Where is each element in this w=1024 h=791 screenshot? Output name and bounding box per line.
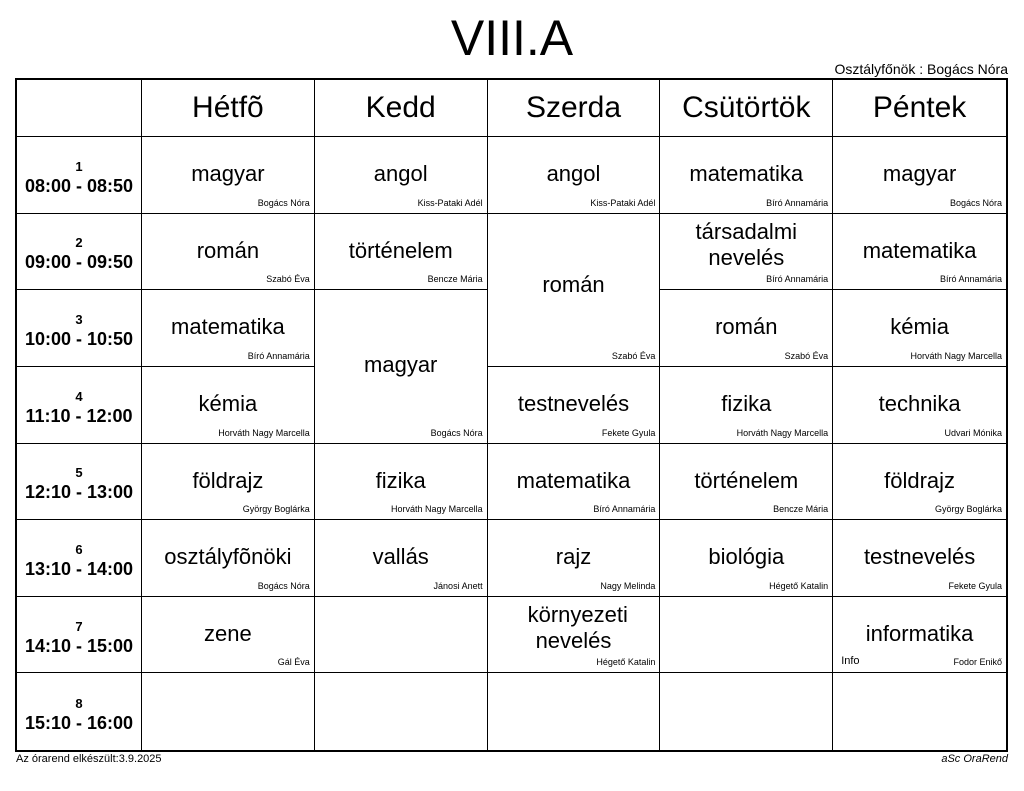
- lesson-teacher: Horváth Nagy Marcella: [736, 427, 829, 438]
- lesson-teacher: Bíró Annamária: [593, 504, 656, 515]
- lesson-subject: informatika: [865, 620, 974, 646]
- lesson-cell[interactable]: [488, 520, 661, 597]
- software-credit: aSc OraRend: [941, 753, 1008, 765]
- lesson-cell[interactable]: [488, 214, 661, 367]
- day-header-monday: Hétfõ: [142, 80, 315, 137]
- lesson-cell[interactable]: [660, 290, 833, 367]
- lesson-cell[interactable]: [660, 367, 833, 444]
- lesson-teacher: Fodor Enikő: [953, 657, 1002, 668]
- lesson-subject: magyar: [364, 352, 438, 378]
- lesson-teacher: Bencze Mária: [427, 274, 483, 285]
- lesson-subject: magyar: [882, 161, 957, 186]
- lesson-cell[interactable]: [315, 520, 488, 597]
- lesson-teacher: György Boglárka: [934, 504, 1002, 515]
- period-time: 09:00 - 09:50: [24, 252, 134, 273]
- lesson-subject: történelem: [348, 237, 453, 263]
- lesson-teacher: Bíró Annamária: [766, 197, 829, 208]
- period-number: 3: [75, 312, 83, 328]
- empty-cell: [660, 673, 833, 750]
- day-header-thursday: Csütörtök: [660, 80, 833, 137]
- head-teacher-label: Osztályfőnök : Bogács Nóra: [834, 61, 1008, 77]
- period-time: 13:10 - 14:00: [24, 558, 134, 579]
- lesson-subject: osztályfõnöki: [164, 544, 292, 570]
- period-number: 8: [75, 695, 83, 711]
- lesson-teacher: Szabó Éva: [784, 350, 829, 361]
- lesson-subject: biológia: [708, 544, 785, 570]
- period-number: 7: [75, 618, 83, 634]
- lesson-subject: földrajz: [884, 467, 956, 493]
- period-time: 11:10 - 12:00: [25, 405, 133, 426]
- lesson-teacher: Gál Éva: [277, 657, 310, 668]
- lesson-teacher: Bíró Annamária: [766, 274, 829, 285]
- lesson-teacher: Bogács Nóra: [430, 427, 483, 438]
- lesson-subject: román: [715, 314, 778, 340]
- lesson-cell[interactable]: [488, 597, 661, 674]
- lesson-teacher: Kiss-Pataki Adél: [590, 197, 656, 208]
- lesson-cell[interactable]: [833, 290, 1006, 367]
- period-label: [17, 137, 142, 214]
- lesson-cell[interactable]: [142, 290, 315, 367]
- lesson-cell[interactable]: [488, 367, 661, 444]
- lesson-teacher: Fekete Gyula: [601, 427, 656, 438]
- period-time: 08:00 - 08:50: [24, 175, 134, 196]
- lesson-teacher: Szabó Éva: [611, 350, 656, 361]
- empty-cell: [315, 673, 488, 750]
- lesson-subject: kémia: [890, 314, 949, 340]
- lesson-cell[interactable]: [833, 367, 1006, 444]
- lesson-subject: matematika: [171, 314, 285, 340]
- lesson-teacher: Hégető Katalin: [769, 580, 829, 591]
- period-number: 2: [75, 235, 83, 251]
- lesson-subject: román: [196, 237, 260, 263]
- lesson-teacher: Bíró Annamária: [939, 274, 1002, 285]
- lesson-teacher: Jánosi Anett: [433, 580, 483, 591]
- lesson-cell[interactable]: [833, 520, 1006, 597]
- period-label: [17, 520, 142, 597]
- period-time: 10:00 - 10:50: [24, 329, 134, 350]
- period-time: 14:10 - 15:00: [24, 635, 134, 656]
- empty-cell: [488, 673, 661, 750]
- lesson-subject: technika: [878, 390, 961, 416]
- lesson-cell[interactable]: [833, 444, 1006, 521]
- lesson-subject: matematika: [862, 237, 977, 263]
- lesson-subject: zene: [204, 620, 252, 646]
- lesson-cell[interactable]: [660, 520, 833, 597]
- lesson-teacher: Kiss-Pataki Adél: [417, 197, 483, 208]
- period-label: [17, 367, 142, 444]
- lesson-teacher: Bogács Nóra: [257, 197, 310, 208]
- lesson-subject: román: [542, 271, 605, 297]
- lesson-teacher: Udvari Mónika: [944, 427, 1002, 438]
- period-number: 5: [75, 465, 83, 481]
- lesson-cell[interactable]: [315, 137, 488, 214]
- corner-cell: [17, 80, 142, 137]
- day-header-wednesday: Szerda: [488, 80, 661, 137]
- lesson-teacher: Nagy Melinda: [600, 580, 656, 591]
- lesson-cell[interactable]: [833, 214, 1006, 291]
- lesson-cell[interactable]: [660, 137, 833, 214]
- lesson-cell[interactable]: [142, 367, 315, 444]
- lesson-cell[interactable]: [833, 597, 1006, 674]
- lesson-subject: történelem: [694, 467, 799, 493]
- empty-cell: [833, 673, 1006, 750]
- lesson-teacher: György Boglárka: [242, 504, 310, 515]
- lesson-cell[interactable]: [142, 444, 315, 521]
- lesson-teacher: Bencze Mária: [773, 504, 829, 515]
- lesson-cell[interactable]: [142, 597, 315, 674]
- period-number: 1: [75, 158, 83, 174]
- lesson-cell[interactable]: [660, 214, 833, 291]
- lesson-subject: angol: [546, 161, 601, 186]
- lesson-subject: testnevelés: [517, 390, 630, 416]
- period-number: 4: [75, 388, 83, 404]
- period-time: 12:10 - 13:00: [24, 482, 134, 503]
- period-label: [17, 290, 142, 367]
- lesson-cell[interactable]: [142, 520, 315, 597]
- page-title: VIII.A: [450, 10, 574, 66]
- lesson-subject: matematika: [689, 161, 804, 186]
- lesson-subject: testnevelés: [863, 544, 976, 570]
- lesson-subject: kémia: [198, 390, 258, 416]
- lesson-cell[interactable]: [315, 290, 488, 443]
- empty-cell: [660, 597, 833, 674]
- lesson-teacher: Horváth Nagy Marcella: [391, 504, 483, 515]
- lesson-subject: rajz: [555, 544, 592, 570]
- lesson-cell[interactable]: [142, 214, 315, 291]
- lesson-cell[interactable]: [315, 444, 488, 521]
- lesson-teacher: Horváth Nagy Marcella: [218, 427, 310, 438]
- generated-date-note: Az órarend elkészült:3.9.2025: [16, 753, 162, 765]
- lesson-cell[interactable]: [660, 444, 833, 521]
- lesson-teacher: Bogács Nóra: [257, 580, 310, 591]
- lesson-subject: társadalmi nevelés: [695, 218, 798, 270]
- lesson-teacher: Szabó Éva: [266, 274, 310, 285]
- lesson-teacher: Horváth Nagy Marcella: [910, 350, 1002, 361]
- lesson-cell[interactable]: [142, 137, 315, 214]
- timetable-grid: [15, 78, 1008, 752]
- lesson-subject: fizika: [375, 467, 426, 493]
- lesson-subject: angol: [373, 161, 428, 186]
- lesson-teacher: Bogács Nóra: [949, 197, 1002, 208]
- empty-cell: [142, 673, 315, 750]
- lesson-teacher: Bíró Annamária: [247, 350, 310, 361]
- period-number: 6: [75, 541, 83, 557]
- period-time: 15:10 - 16:00: [24, 712, 134, 733]
- lesson-subject: matematika: [516, 467, 631, 493]
- lesson-subject: vallás: [372, 544, 429, 570]
- lesson-subject: környezeti nevelés: [527, 601, 628, 653]
- empty-cell: [315, 597, 488, 674]
- day-header-tuesday: Kedd: [315, 80, 488, 137]
- lesson-subject: földrajz: [192, 467, 264, 493]
- lesson-subject: fizika: [721, 390, 772, 416]
- lesson-cell[interactable]: [315, 214, 488, 291]
- lesson-cell[interactable]: [488, 444, 661, 521]
- lesson-cell[interactable]: [488, 137, 661, 214]
- lesson-teacher: Hégető Katalin: [596, 657, 656, 668]
- period-label: [17, 597, 142, 674]
- lesson-room: Info: [841, 655, 860, 668]
- period-label: [17, 444, 142, 521]
- day-header-friday: Péntek: [833, 80, 1006, 137]
- lesson-teacher: Fekete Gyula: [948, 580, 1002, 591]
- lesson-cell[interactable]: [833, 137, 1006, 214]
- lesson-subject: magyar: [191, 161, 265, 186]
- period-label: [17, 214, 142, 291]
- period-label: [17, 673, 142, 750]
